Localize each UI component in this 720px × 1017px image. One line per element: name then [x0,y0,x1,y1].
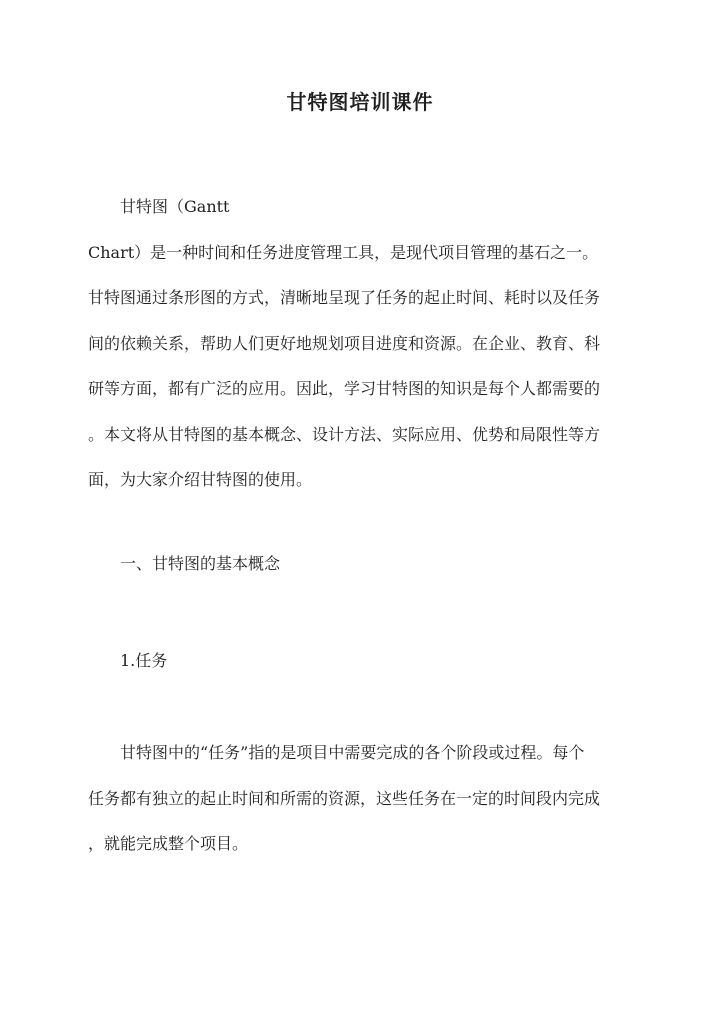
task-line: 任务都有独立的起止时间和所需的资源，这些任务在一定的时间段内完成 [88,788,601,808]
subsection-heading [88,638,636,684]
section-heading [88,541,636,587]
task-paragraph [88,730,636,867]
intro-line: 甘特图通过条形图的方式，清晰地呈现了任务的起止时间、耗时以及任务 [88,288,601,307]
intro-line: 甘特图（Gantt [120,197,230,216]
intro-line: 。本文将从甘特图的基本概念、设计方法、实际应用、优势和局限性等方 [88,424,601,444]
section-heading-text: 一、甘特图的基本概念 [120,554,281,573]
intro-line: 间的依赖关系，帮助人们更好地规划项目进度和资源。在企业、教育、科 [88,333,601,353]
task-line: ，就能完成整个项目。 [88,834,249,853]
task-line: 甘特图中的“任务”指的是项目中需要完成的各个阶段或过程。每个 [120,743,585,762]
intro-line: Chart）是一种时间和任务进度管理工具，是现代项目管理的基石之一。 [88,242,599,262]
intro-line: 面，为大家介绍甘特图的使用。 [88,470,313,489]
intro-paragraph [88,184,636,503]
document-title: 甘特图培训课件 [286,90,434,114]
intro-line: 研等方面，都有广泛的应用。因此，学习甘特图的知识是每个人都需要的 [88,379,601,398]
subsection-heading-text: 1.任务 [120,651,168,670]
